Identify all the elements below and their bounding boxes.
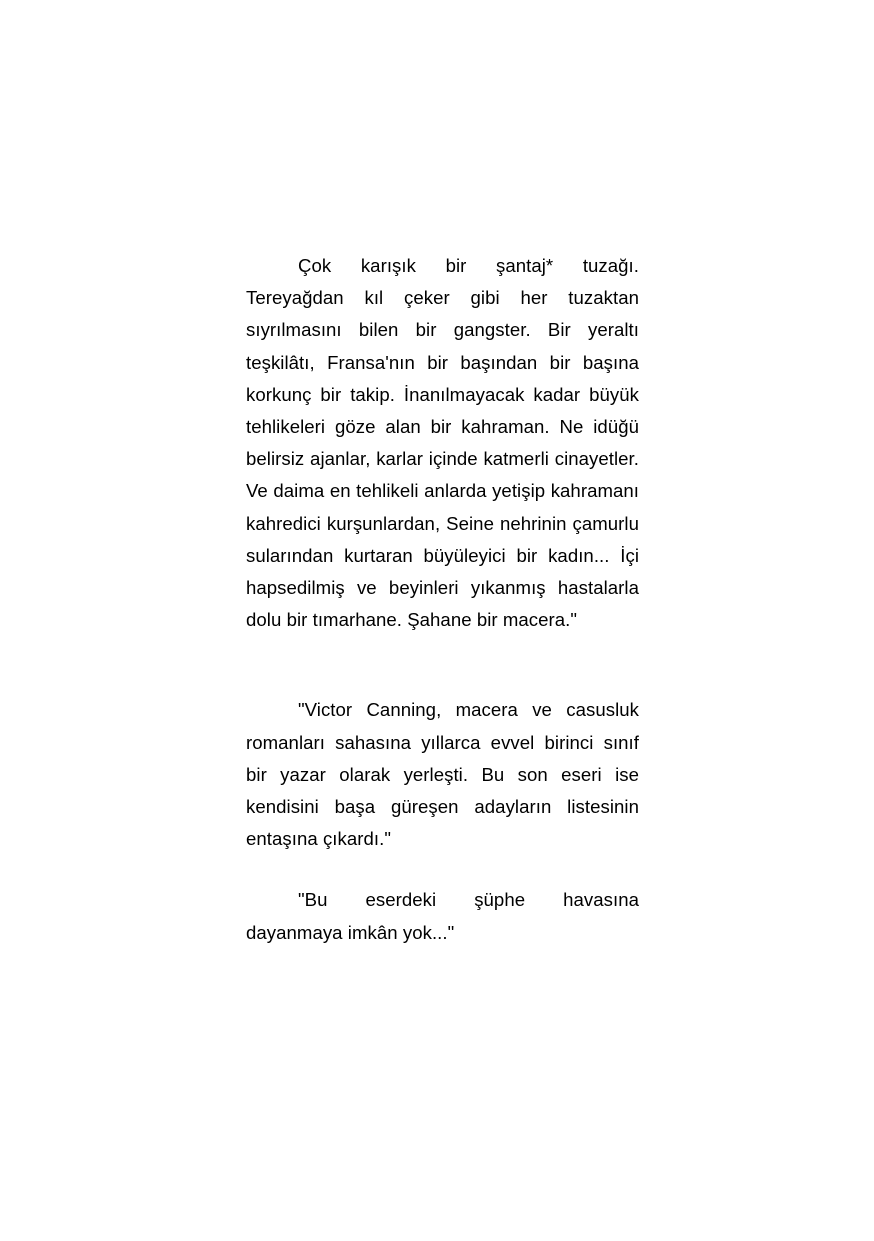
- paragraph-spacer-small: [246, 855, 639, 884]
- paragraph-author-praise: "Victor Canning, macera ve casusluk romanları sahasına yıllarca evvel birinci sınıf bir yazar olarak yerleşti. Bu son eseri ise kendisini başa güreşen adayların listesinin entaşına çıkardı.": [246, 699, 639, 850]
- paragraph-suspense-note: "Bu eserdeki şüphe havasına dayanmaya imkân yok...": [246, 889, 639, 943]
- paragraph-spacer-large: [246, 636, 639, 694]
- paragraph-plot-summary: Çok karışık bir şantaj* tuzağı. Tereyağdan kıl çeker gibi her tuzaktan sıyrılmasını bilen bir gangster. Bir yeraltı teşkilâtı, Fransa'nın bir başından bir başına korkunç bir takip. İnanılmayacak kadar büyük tehlikeleri göze alan bir kahraman. Ne idüğü belirsiz ajanlar, karlar içinde katmerli cinayetler. Ve daima en tehlikeli anlarda yetişip kahramanı kahredici kurşunlardan, Seine nehrinin çamurlu sularından kurtaran büyüleyici bir kadın... İçi hapsedilmiş ve beyinleri yıkanmış hastalarla dolu bir tımarhane. Şahane bir macera.": [246, 255, 639, 631]
- text-column: [246, 250, 639, 949]
